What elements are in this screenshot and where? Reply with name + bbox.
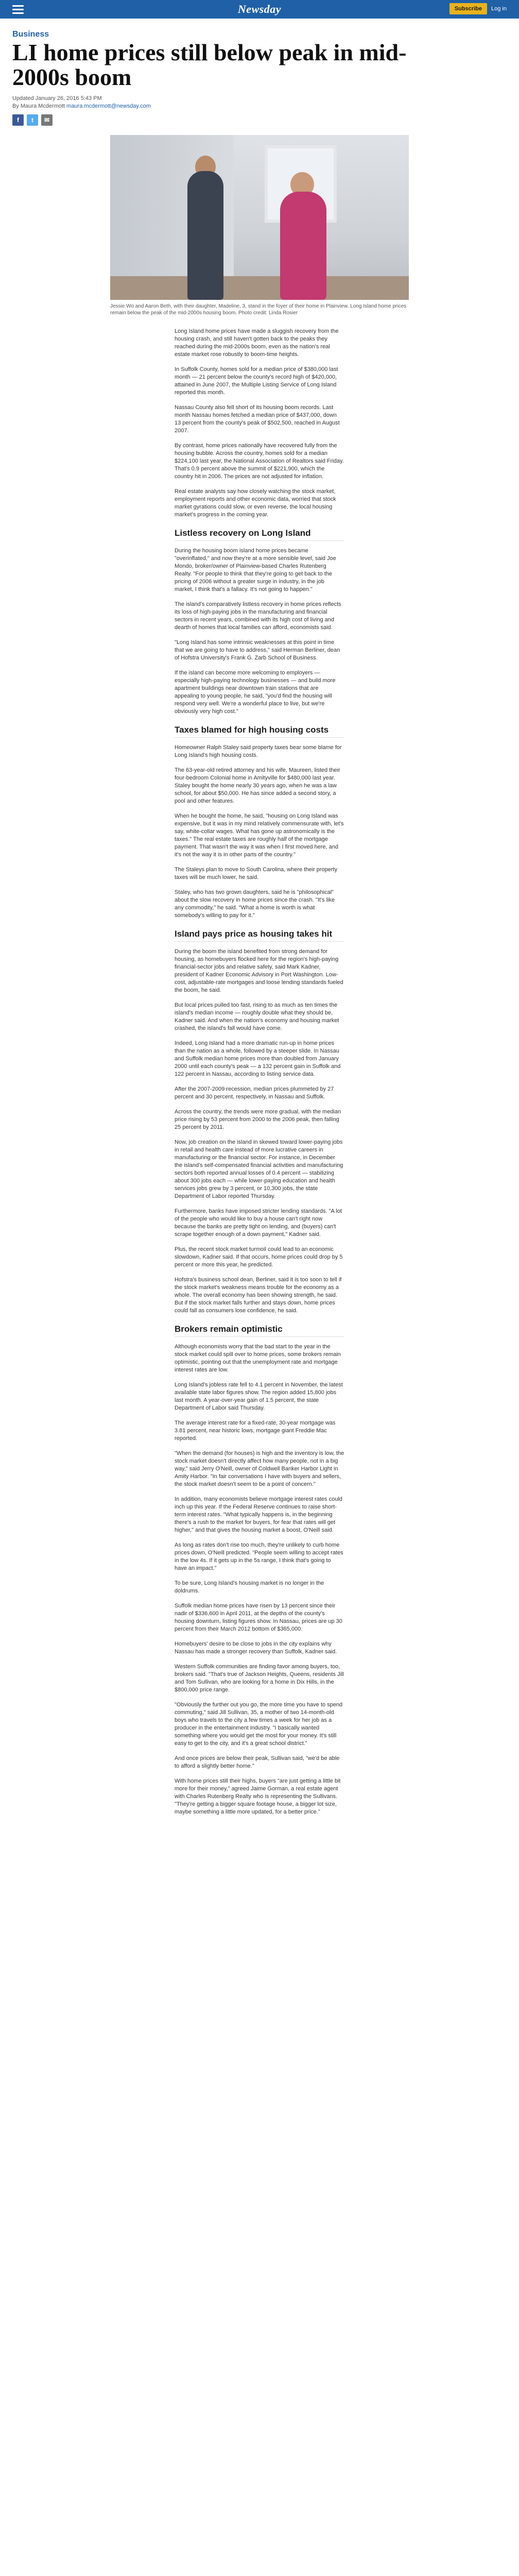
subheading-listless-recovery: Listless recovery on Long Island <box>175 528 344 541</box>
section-3-paragraphs <box>175 948 344 1315</box>
article-meta <box>12 95 507 110</box>
body-paragraph: During the housing boom island home prices became "overinflated," and now they're at a more sensible level, said Joe Mondo, broker/owner of Plainview-based Charles Rutenberg Realty. "For people to think that they're going to get back to the pricing of 2006 without a greater surge in industry, in the job market, I think that's a fallacy. It's not going to happen." <box>175 548 336 592</box>
subheading-taxes: Taxes blamed for high housing costs <box>175 725 344 738</box>
top-navigation-bar <box>0 0 519 19</box>
body-paragraph: To be sure, Long Island's housing market is no longer in the doldrums. <box>175 1580 324 1594</box>
site-logo[interactable]: Newsday <box>237 3 282 15</box>
body-paragraph: Nassau County also fell short of its housing boom records. Last month Nassau homes fetched a median price of $437,000, down 13 percent from the county's peak of $502,500, reached in August 2007. <box>175 404 340 434</box>
body-paragraph: By contrast, home prices nationally have recovered fully from the housing bubble. Across the country, homes sold for a median $224,100 last year, the National Association of Realtors said Friday. That's 0.9 percent above the summit of $221,900, which the country hit in 2006. The prices are not adjusted for inflation. <box>175 443 344 480</box>
byline-author: By Maura Mcdermott <box>12 103 65 109</box>
intro-paragraphs <box>175 328 344 519</box>
body-paragraph: Now, job creation on the island in skewed toward lower-paying jobs in retail and health care instead of more lucrative careers in manufacturing or the financial sector. For instance, in December the island's self-compensated financial activities and manufacturing sectors both reported annual losses of 0.4 percent — stabilizing about 300 jobs each — while lower-paying education and health services jobs grew by 3 percent, or 10,300 jobs, the state Department of Labor reported Thursday. <box>175 1139 343 1199</box>
body-paragraph: The Staleys plan to move to South Carolina, where their property taxes will be much lower, he said. <box>175 867 338 880</box>
share-buttons <box>12 114 507 126</box>
body-paragraph: Hofstra's business school dean, Berliner, said it is too soon to tell if the stock market's weakness means trouble for the economy as a whole. The overall economy has been showing strength, he said. But if the stock market falls further and stays down, home prices could fall as consumers lose confidence, he said. <box>175 1277 342 1314</box>
subheading-brokers: Brokers remain optimistic <box>175 1324 344 1337</box>
body-paragraph: When he bought the home, he said, "housing on Long Island was expensive, but it was in my mind relatively commensurate with, let's say, white-collar wages. What has gone up astronomically is the taxes." The real estate taxes are roughly half of the mortgage payment. That wasn't the way it was when I first moved here, and it's not the way it is in other parts of the country." <box>175 813 344 858</box>
updated-timestamp: Updated January 26, 2016 5:43 PM <box>12 95 102 101</box>
section-4-paragraphs <box>175 1343 344 1816</box>
body-paragraph: Long Island home prices have made a sluggish recovery from the housing crash, and still haven't gotten back to the peaks they reached during the mid-2000s boom, even as the nation's real estate market rose robustly to boom-time heights. <box>175 328 339 358</box>
body-paragraph: Suffolk median home prices have risen by 13 percent since their nadir of $336,600 in April 2011, at the depths of the county's housing downturn, listing figures show. In Nassau, prices are up 30 percent from their March 2012 bottom of $365,000. <box>175 1603 342 1632</box>
body-paragraph: In addition, many economists believe mortgage interest rates could inch up this year. If the Federal Reserve continues to raise short-term interest rates. "What typically happens is, in the beginning there's a rush to the market for buyers, for fear that rates will get higher," and that gives the housing market a boost, O'Neill said. <box>175 1496 342 1533</box>
hero-photo[interactable] <box>110 135 409 300</box>
account-controls <box>449 3 507 14</box>
body-paragraph: In Suffolk County, homes sold for a median price of $380,000 last month — 21 percent below the county's record high of $420,000, attained in June 2007, the Multiple Listing Service of Long Island reported this month. <box>175 366 338 396</box>
body-paragraph: And once prices are below their peak, Sullivan said, "we'd be able to afford a slightly better home." <box>175 1755 340 1769</box>
photo-caption: Jessie Wo and Aaron Beth, with their daughter, Madeline, 3, stand in the foyer of their home in Plainview. Long Island home prices remain below the peak of the mid-2000s housing boom. Photo credit: Linda Rosier <box>110 303 407 316</box>
body-paragraph: Homebuyers' desire to be close to jobs in the city explains why Nassau has made a stronger recovery than Suffolk, Kadner said. <box>175 1641 337 1655</box>
body-paragraph: During the boom the island benefited from strong demand for housing, as homebuyers flocked here for the region's high-paying financial-sector jobs and relative safety, said Mark Kadner, president of Kadner Economic Advisory in Port Washington. Low-cost, adjustable-rate mortgages and loose lending standards fueled the boom, he said. <box>175 948 343 993</box>
body-paragraph: Homeowner Ralph Staley said property taxes bear some blame for Long Island's high housing costs. <box>175 744 342 758</box>
body-paragraph: The island's comparatively listless recovery in home prices reflects its loss of high-paying jobs in the manufacturing and financial sectors in recent years, combined with its high cost of living and dearth of homes that local families can afford, economists said. <box>175 601 341 631</box>
section-2-paragraphs <box>175 744 344 920</box>
article <box>0 30 519 1816</box>
body-paragraph: "Obviously the further out you go, the more time you have to spend commuting," said Jill Sullivan, 35, a mother of two 14-month-old boys who travels to the city a few times a week for her job as a producer in the entertainment industry. "I basically wanted something where you would get the most for your money. It's still easy to get to the city, and it's a great school district." <box>175 1702 343 1747</box>
login-link[interactable]: Log in <box>491 6 507 12</box>
byline-email-link[interactable]: maura.mcdermott@newsday.com <box>66 103 151 109</box>
body-paragraph: Furthermore, banks have imposed stricter lending standards. "A lot of the people who would like to buy a house can't right now because the banks are pretty tight on lending, and (buyers) can't scrape together enough of a down payment," Kadner said. <box>175 1208 342 1238</box>
body-paragraph: The average interest rate for a fixed-rate, 30-year mortgage was 3.81 percent, near historic lows, mortgage giant Freddie Mac reported. <box>175 1420 336 1442</box>
body-paragraph: Long Island's jobless rate fell to 4.1 percent in November, the latest available state labor figures show. The region added 15,800 jobs last month. A year-over-year gain of 1.5 percent, the state Department of Labor said Thursday. <box>175 1382 343 1411</box>
body-paragraph: After the 2007-2009 recession, median prices plummeted by 27 percent and 30 percent, respectively, in Nassau and Suffolk. <box>175 1086 334 1100</box>
article-body <box>175 328 344 1816</box>
email-icon[interactable]: ✉ <box>41 114 53 126</box>
section-1-paragraphs <box>175 547 344 716</box>
body-paragraph: Real estate analysts say how closely watching the stock market, employment reports and other economic data, worried that stock market gyrations could slow, or even reverse, the local housing market's progress in the coming year. <box>175 488 336 518</box>
section-label[interactable]: Business <box>12 30 49 39</box>
byline <box>12 103 507 110</box>
subscribe-button[interactable]: Subscribe <box>449 3 487 14</box>
body-paragraph: But local prices pulled too fast, rising to as much as ten times the island's median income — roughly double what they should be, Kadner said. And when the nation's economy and housing market crashed, the island's fall would have come. <box>175 1002 339 1031</box>
headline: LI home prices still below peak in mid-2000s boom <box>12 39 407 90</box>
body-paragraph: Across the country, the trends were more gradual, with the median price rising by 53 percent from 2000 to the 2006 peak, then falling 25 percent by 2011. <box>175 1109 341 1130</box>
twitter-icon[interactable]: t <box>27 114 38 126</box>
body-paragraph: If the island can become more welcoming to employers — especially high-paying technology businesses — and build more apartment buildings near downtown train stations that are appealing to young people, he said, "you'd find the housing will respond very well. We're a wonderful place to live, but we're obviously very high cost." <box>175 670 336 715</box>
facebook-icon[interactable]: f <box>12 114 24 126</box>
subheading-island-pays: Island pays price as housing takes hit <box>175 929 344 942</box>
body-paragraph: As long as rates don't rise too much, they're unlikely to curb home prices down, O'Neill predicted. "People seem willing to accept rates in the low 4s. If it gets up in the 5s range, I think that's going to have an impact." <box>175 1542 343 1571</box>
body-paragraph: The 63-year-old retired attorney and his wife, Maureen, listed their four-bedroom Colonial home in Amityville for $480,000 last year. Staley bought the home nearly 30 years ago, when he was a law school, for about $50,000. He has since added a second story, a pool and other features. <box>175 767 340 804</box>
hero-figure <box>110 135 409 316</box>
body-paragraph: Staley, who has two grown daughters, said he is "philosophical" about the slow recovery in home prices since the crash. "It's like any commodity," he said. "What a home is worth is what somebody's willing to pay for it." <box>175 889 335 919</box>
body-paragraph: With home prices still their highs, buyers "are just getting a little bit more for their money," agreed Jaime Gorman, a real estate agent with Charles Rutenberg Realty who is representing the Sullivans. "They're getting a bigger square footage house, a bigger lot size, maybe something a little more updated, for a better price." <box>175 1778 341 1815</box>
hamburger-icon[interactable] <box>12 3 26 16</box>
body-paragraph: "When the demand (for houses) is high and the inventory is low, the stock market doesn't directly affect how many people, not in a big way," said Jerry O'Neill, owner of Coldwell Banker Harbor Light in Amity Harbor. "In fair conversations I have with buyers and sellers, the stock market doesn't seem to be a point of concern." <box>175 1450 344 1487</box>
body-paragraph: Although economists worry that the bad start to the year in the stock market could spill over to home prices, some brokers remain optimistic, pointing out that the unemployment rate and mortgage interest rates are low. <box>175 1344 341 1373</box>
body-paragraph: Western Suffolk communities are finding favor among buyers, too, brokers said. "That's true of Jackson Heights, Queens, residents Jill and Tom Sullivan, who are looking for a home in Dix Hills, in the $800,000 price range. <box>175 1664 344 1693</box>
body-paragraph: Indeed, Long Island had a more dramatic run-up in home prices than the nation as a whole, followed by a steeper slide. In Nassau and Suffolk median home prices more than doubled from January 2000 until each county's peak — a 132 percent gain in Suffolk and 122 percent in Nassau, according to listing service data. <box>175 1040 341 1077</box>
body-paragraph: Plus, the recent stock market turmoil could lead to an economic slowdown, Kadner said. If that occurs, home prices could drop by 5 percent or more this year, he predicted. <box>175 1246 343 1268</box>
body-paragraph: "Long Island has some intrinsic weaknesses at this point in time that we are going to have to address," said Herman Berliner, dean of Hofstra University's Frank G. Zarb School of Business. <box>175 639 340 661</box>
